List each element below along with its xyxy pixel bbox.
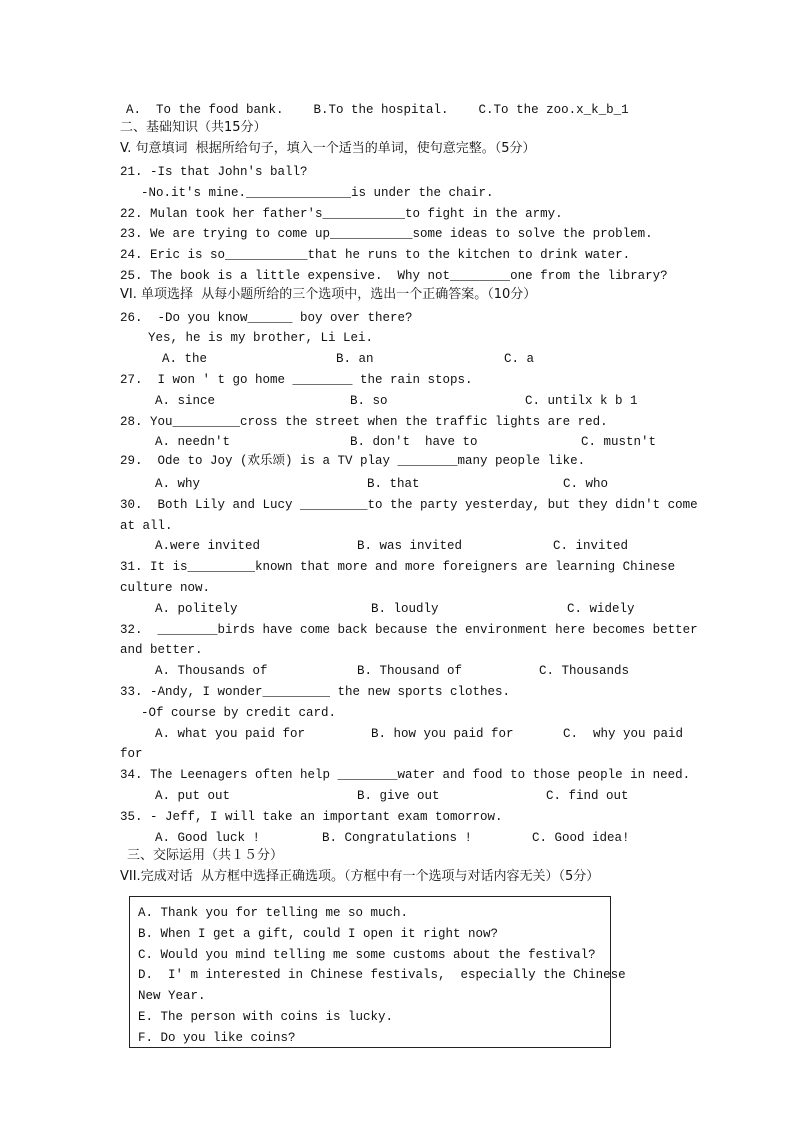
q30-option-c: C. invited [553,539,629,553]
q29-option-a: A. why [155,477,201,491]
box-option-a: A. Thank you for telling me so much. [138,906,409,920]
box-option-b: B. When I get a gift, could I open it right now? [138,927,499,941]
q31-line2: culture now. [120,581,211,595]
q30-line1: 30. Both Lily and Lucy _________to the party yesterday, but they didn't come [120,498,698,512]
q31-option-b: B. loudly [371,602,439,616]
q35: 35. - Jeff, I will take an important exam tomorrow. [120,810,503,824]
q30-option-b: B. was invited [357,539,463,553]
q33-option-c: C. why you paid [563,727,684,741]
options-box [129,896,626,1048]
q33-option-b: B. how you paid for [371,727,514,741]
q21-line2: -No.it's mine.______________is under the chair. [141,186,494,200]
q29-option-b: B. that [367,477,420,491]
q35-option-b: B. Congratulations ! [322,831,473,845]
q32-line2: and better. [120,643,203,657]
q22: 22. Mulan took her father's___________to fight in the army. [120,207,563,221]
section-3-heading: 三、交际运用（共１５分） [127,848,284,863]
q29-option-c: C. who [563,477,609,491]
q33-line2: -Of course by credit card. [141,706,337,720]
q32-option-b: B. Thousand of [357,664,463,678]
box-option-e: E. The person with coins is lucky. [138,1010,394,1024]
q28-option-c: C. mustn't [581,435,657,449]
q27: 27. I won ' t go home ________ the rain stops. [120,373,473,387]
q32-option-c: C. Thousands [539,664,630,678]
box-option-d-line1: D. I' m interested in Chinese festivals, especially the Chinese [138,968,626,982]
q29: 29. Ode to Joy (欢乐颂) is a TV play ________many people like. [120,454,586,468]
q35-option-a: A. Good luck ! [155,831,261,845]
box-option-d-line2: New Year. [138,989,206,1003]
q34: 34. The Leenagers often help ________water and food to those people in need. [120,768,691,782]
q25: 25. The book is a little expensive. Why not________one from the library? [120,269,668,283]
q32-option-a: A. Thousands of [155,664,268,678]
q34-option-b: B. give out [357,789,440,803]
q33-line1: 33. -Andy, I wonder_________ the new sports clothes. [120,685,511,699]
section-2-heading: 二、基础知识（共15分） [120,120,267,135]
q33-option-a: A. what you paid for [155,727,306,741]
q30-line2: at all. [120,519,173,533]
q26-option-c: C. a [504,352,535,366]
q28-option-a: A. needn't [155,435,231,449]
q20-options: A. To the food bank. B.To the hospital. C.To the zoo.x_k_b_1 [126,103,629,117]
q27-option-b: B. so [350,394,388,408]
q26-line2: Yes, he is my brother, Li Lei. [148,331,374,345]
q31-option-c: C. widely [567,602,635,616]
q30-option-a: A.were invited [155,539,261,553]
q26-option-b: B. an [336,352,374,366]
q27-option-a: A. since [155,394,216,408]
q31-line1: 31. It is_________known that more and more foreigners are learning Chinese [120,560,676,574]
q26-line1: 26. -Do you know______ boy over there? [120,311,413,325]
box-option-f: F. Do you like coins? [138,1031,296,1045]
q26-option-a: A. the [162,352,208,366]
q31-option-a: A. politely [155,602,238,616]
q34-option-a: A. put out [155,789,231,803]
q27-option-c: C. untilx k b 1 [525,394,638,408]
q21-line1: 21. -Is that John's ball? [120,165,308,179]
q28-option-b: B. don't have to [350,435,478,449]
section-6-heading: VI. 单项选择 从每小题所给的三个选项中，选出一个正确答案。（10分） [120,287,537,302]
q24: 24. Eric is so___________that he runs to the kitchen to drink water. [120,248,631,262]
q28: 28. You_________cross the street when the traffic lights are red. [120,415,608,429]
q34-option-c: C. find out [546,789,629,803]
section-7-heading: VII.完成对话 从方框中选择正确选项。（方框中有一个选项与对话内容无关）（5分） [120,869,600,884]
q35-option-c: C. Good idea! [532,831,630,845]
q32-line1: 32. ________birds have come back because the environment here becomes better [120,623,698,637]
box-option-c: C. Would you mind telling me some customs about the festival? [138,948,596,962]
q33-line3: for [120,747,143,761]
section-5-heading: V. 句意填词 根据所给句子，填入一个适当的单词，使句意完整。（5分） [120,141,536,156]
q23: 23. We are trying to come up___________some ideas to solve the problem. [120,227,653,241]
